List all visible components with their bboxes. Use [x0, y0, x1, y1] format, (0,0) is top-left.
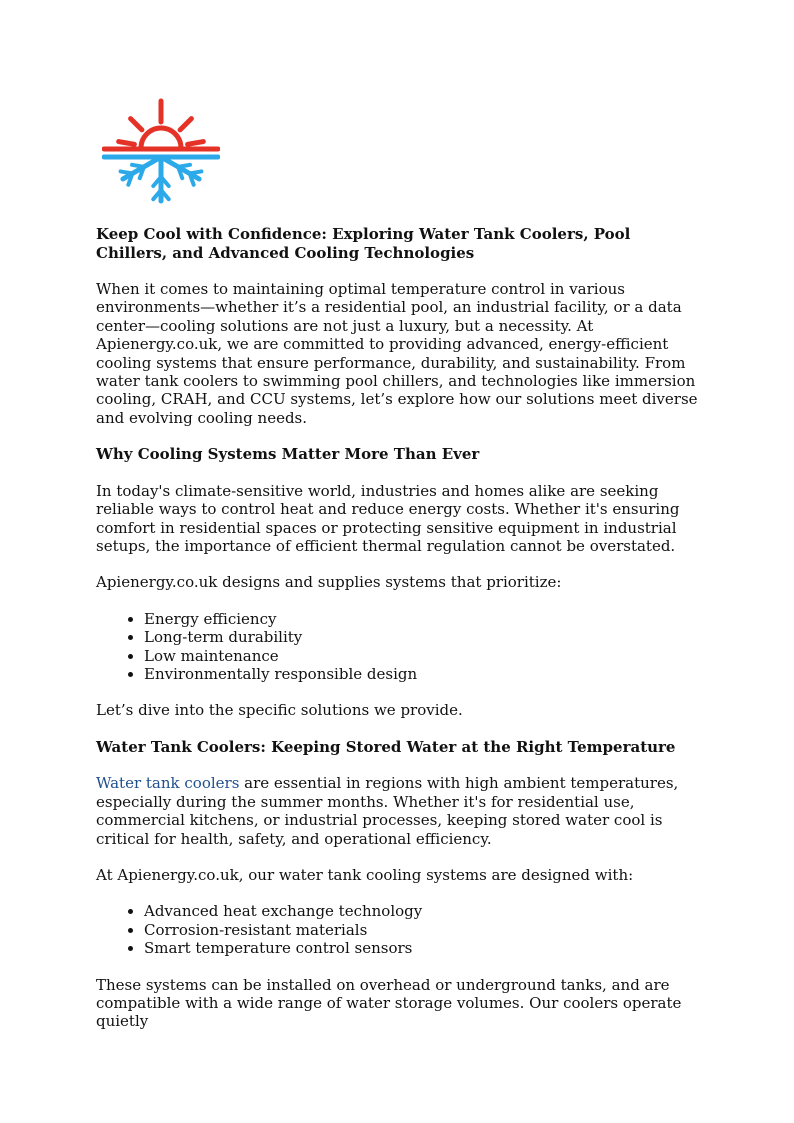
- article: [96, 225, 706, 1049]
- list-item: • Low maintenance: [144, 647, 706, 665]
- bullet-list-priorities: [96, 610, 706, 684]
- water-tank-coolers-link[interactable]: Water tank coolers: [96, 774, 240, 793]
- paragraph: Apienergy.co.uk designs and supplies systems that prioritize:: [96, 573, 562, 592]
- paragraph: [96, 774, 706, 848]
- sun-snowflake-logo-icon: [102, 97, 220, 205]
- list-item: • Long-term durability: [144, 628, 706, 646]
- list-item: • Smart temperature control sensors: [144, 939, 706, 957]
- paragraph-text: are essential in regions with high ambient temperatures, especially during the summer months. Whether it's for residential use, commercial kitchens, or industrial processes, keeping stored water cool is critical for health, safety, and operational efficiency.: [96, 774, 679, 848]
- bullet-list-features: [96, 902, 706, 957]
- list-item: • Advanced heat exchange technology: [144, 902, 706, 920]
- list-item: • Environmentally responsible design: [144, 665, 706, 683]
- section-heading-water-tank-coolers: Water Tank Coolers: Keeping Stored Water at the Right Temperature: [96, 737, 676, 756]
- intro-paragraph: When it comes to maintaining optimal temperature control in various environments—whether it’s a residential pool, an industrial facility, or a data center—cooling solutions are not just a luxury, but a necessity. At Apienergy.co.uk, we are committed to providing advanced, energy-efficient cooling systems that ensure performance, durability, and sustainability. From water tank coolers to swimming pool chillers, and technologies like immersion cooling, CRAH, and CCU systems, let’s explore how our solutions meet diverse and evolving cooling needs.: [96, 280, 698, 427]
- paragraph: In today's climate-sensitive world, industries and homes alike are seeking reliable ways to control heat and reduce energy costs. Whether it's ensuring comfort in residential spaces or protecting sensitive equipment in industrial setups, the importance of efficient thermal regulation cannot be overstated.: [96, 481, 680, 555]
- article-title: Keep Cool with Confidence: Exploring Water Tank Coolers, Pool Chillers, and Advanced Cooling Technologies: [96, 225, 631, 262]
- section-heading-why-cooling: Why Cooling Systems Matter More Than Ever: [96, 445, 480, 464]
- paragraph: Let’s dive into the specific solutions we provide.: [96, 701, 463, 720]
- list-item: • Corrosion-resistant materials: [144, 921, 706, 939]
- list-item: • Energy efficiency: [144, 610, 706, 628]
- paragraph: These systems can be installed on overhead or underground tanks, and are compatible with a wide range of water storage volumes. Our coolers operate quietly: [96, 975, 682, 1031]
- paragraph: At Apienergy.co.uk, our water tank cooling systems are designed with:: [96, 865, 634, 884]
